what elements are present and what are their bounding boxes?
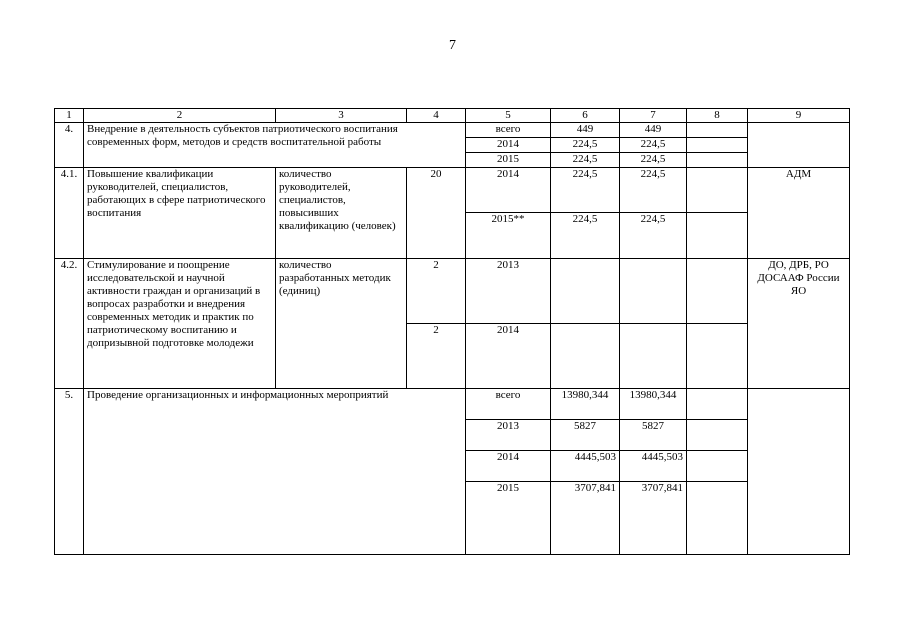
- year-cell: 2014: [466, 138, 551, 153]
- value-cell: 224,5: [551, 138, 620, 153]
- page-number: 7: [449, 38, 456, 53]
- activity-title: Проведение организационных и информационных мероприятий: [84, 389, 466, 555]
- year-cell: 2013: [466, 259, 551, 324]
- executor-cell: [748, 389, 850, 555]
- value-cell: 4445,503: [551, 451, 620, 482]
- indicator-cell: количество руководителей, специалистов, повысивших квалификацию (человек): [276, 168, 407, 259]
- empty-cell: [687, 451, 748, 482]
- header-cell: 1: [55, 109, 84, 123]
- table-row: [55, 168, 850, 213]
- executor-cell: [748, 123, 850, 168]
- header-cell: 5: [466, 109, 551, 123]
- empty-cell: [687, 259, 748, 324]
- year-cell: 2015**: [466, 213, 551, 259]
- value-cell: 5827: [620, 420, 687, 451]
- value-cell: 3707,841: [620, 482, 687, 555]
- table-row: [55, 389, 850, 420]
- empty-cell: [687, 153, 748, 168]
- value-cell: 224,5: [620, 138, 687, 153]
- year-cell: 2015: [466, 482, 551, 555]
- empty-cell: [687, 482, 748, 555]
- row-number: 5.: [55, 389, 84, 555]
- row-number: 4.1.: [55, 168, 84, 259]
- target-cell: 2: [407, 324, 466, 389]
- target-cell: 20: [407, 168, 466, 259]
- value-cell: 449: [551, 123, 620, 138]
- indicator-cell: количество разработанных методик (единиц): [276, 259, 407, 389]
- empty-cell: [551, 259, 620, 324]
- empty-cell: [687, 123, 748, 138]
- value-cell: 224,5: [620, 168, 687, 213]
- program-table-container: [54, 108, 849, 568]
- header-cell: 3: [276, 109, 407, 123]
- value-cell: 449: [620, 123, 687, 138]
- executor-cell: АДМ: [748, 168, 850, 259]
- header-cell: 8: [687, 109, 748, 123]
- table-row: [55, 259, 850, 324]
- empty-cell: [687, 168, 748, 213]
- empty-cell: [620, 259, 687, 324]
- table-row: [55, 123, 850, 138]
- header-cell: 7: [620, 109, 687, 123]
- value-cell: 224,5: [620, 153, 687, 168]
- header-cell: 2: [84, 109, 276, 123]
- value-cell: 13980,344: [620, 389, 687, 420]
- empty-cell: [687, 213, 748, 259]
- empty-cell: [551, 324, 620, 389]
- empty-cell: [687, 420, 748, 451]
- year-cell: всего: [466, 389, 551, 420]
- value-cell: 224,5: [551, 213, 620, 259]
- empty-cell: [620, 324, 687, 389]
- value-cell: 5827: [551, 420, 620, 451]
- program-table: [54, 108, 850, 555]
- row-number: 4.: [55, 123, 84, 168]
- year-cell: 2014: [466, 168, 551, 213]
- header-row: [55, 109, 850, 123]
- year-cell: 2013: [466, 420, 551, 451]
- empty-cell: [687, 138, 748, 153]
- value-cell: 224,5: [551, 168, 620, 213]
- activity-title: Внедрение в деятельность субъектов патриотического воспитания современных форм, методов и средств воспитательной работы: [84, 123, 466, 168]
- row-number: 4.2.: [55, 259, 84, 389]
- activity-title: Стимулирование и поощрение исследовательской и научной активности граждан и организаций в вопросах разработки и внедрения современных методик и практик по патриотическому воспитанию и допризывной подготовке молодежи: [84, 259, 276, 389]
- value-cell: 13980,344: [551, 389, 620, 420]
- empty-cell: [687, 389, 748, 420]
- header-cell: 9: [748, 109, 850, 123]
- value-cell: 3707,841: [551, 482, 620, 555]
- header-cell: 6: [551, 109, 620, 123]
- year-cell: всего: [466, 123, 551, 138]
- activity-title: Повышение квалификации руководителей, специалистов, работающих в сфере патриотического воспитания: [84, 168, 276, 259]
- empty-cell: [687, 324, 748, 389]
- executor-cell: ДО, ДРБ, РО ДОСААФ России ЯО: [748, 259, 850, 389]
- year-cell: 2015: [466, 153, 551, 168]
- value-cell: 224,5: [551, 153, 620, 168]
- header-cell: 4: [407, 109, 466, 123]
- year-cell: 2014: [466, 451, 551, 482]
- value-cell: 224,5: [620, 213, 687, 259]
- value-cell: 4445,503: [620, 451, 687, 482]
- year-cell: 2014: [466, 324, 551, 389]
- target-cell: 2: [407, 259, 466, 324]
